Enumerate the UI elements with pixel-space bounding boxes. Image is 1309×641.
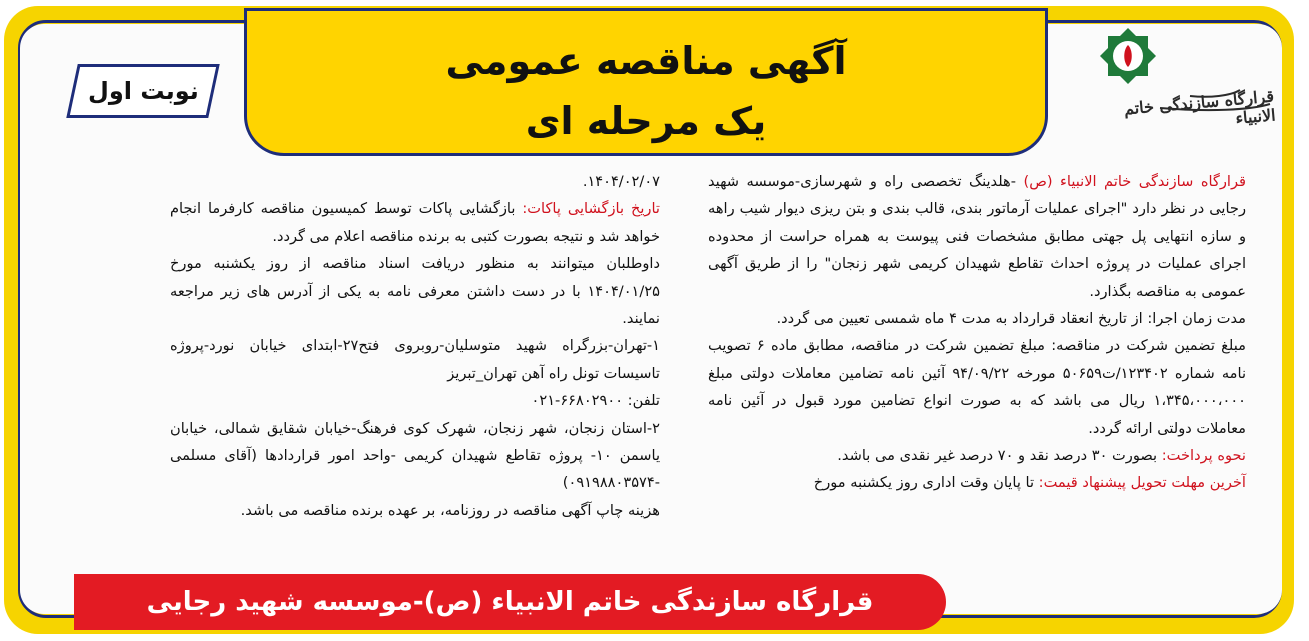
paragraph-text: -هلدینگ تخصصی راه و شهرسازی-موسسه شهید رجایی در نظر دارد "اجرای عملیات آرماتور بندی، قالب بندی و بتن ریزی دیوار شیب راهه و سازه انتهایی پل جهتی مطابق مشخصات فنی پیوست به همراه حراست از محدوده اجرای عملیات در پروژه احداث تقاطع شهیدان کریمی شهر زنجان" را از طریق آگهی عمومی به مناقصه بگذارد. — [708, 173, 1246, 300]
paragraph — [170, 387, 660, 414]
paragraph-text: تلفن: ۶۶۸۰۲۹۰۰-۰۲۱ — [531, 392, 660, 410]
paragraph — [708, 168, 1246, 305]
paragraph-text: بازگشایی پاکات توسط کمیسیون مناقصه کارفرما انجام خواهد شد و نتیجه بصورت کتبی به برنده مناقصه اعلام می گردد. — [170, 200, 660, 245]
paragraph — [170, 497, 660, 524]
paragraph — [708, 332, 1246, 442]
paragraph — [170, 332, 660, 387]
title-banner — [244, 8, 1048, 156]
organization-logo — [1090, 26, 1280, 146]
footer-banner — [74, 574, 946, 630]
paragraph — [708, 305, 1246, 332]
right-column — [708, 168, 1246, 497]
paragraph-text: هزینه چاپ آگهی مناقصه در روزنامه، بر عهده برنده مناقصه می باشد. — [240, 501, 660, 519]
left-column — [170, 168, 660, 524]
edition-badge — [66, 64, 219, 118]
edition-badge-label: نوبت اول — [87, 77, 199, 105]
paragraph-text: داوطلبان میتوانند به منظور دریافت اسناد مناقصه از روز یکشنبه مورخ ۱۴۰۴/۰۱/۲۵ با در دست داشتن معرفی نامه به یکی از آدرس های زیر مراجعه نمایند. — [170, 255, 660, 328]
paragraph — [708, 442, 1246, 469]
paragraph-lead: آخرین مهلت تحویل پیشنهاد قیمت: — [1038, 474, 1246, 492]
paragraph-text: ۲-استان زنجان، شهر زنجان، شهرک کوی فرهنگ-خیابان شقایق شمالی، خیابان یاسمن ۱۰- پروژه تقاطع شهیدان کریمی -واحد امور قراردادها (آقای مسلمی -۰۹۱۹۸۸۰۳۵۷۴) — [170, 419, 661, 492]
body-columns — [170, 168, 1246, 568]
paragraph — [170, 195, 660, 250]
paragraph-text: مدت زمان اجرا: از تاریخ انعقاد قرارداد به مدت ۴ ماه شمسی تعیین می گردد. — [776, 310, 1246, 328]
paragraph-text: ۱-تهران-بزرگراه شهید متوسلیان-روبروی فتح۲۷-ابتدای خیابان نورد-پروژه تاسیسات تونل راه آهن تهران_تبریز — [170, 337, 660, 382]
page-title: آگهی مناقصه عمومی — [445, 39, 847, 83]
logo-text: قرارگاه سازندگی خاتم الانبیاء — [1123, 86, 1277, 128]
paragraph-text: بصورت ۳۰ درصد نقد و ۷۰ درصد غیر نقدی می باشد. — [837, 447, 1162, 465]
footer-text: قرارگاه سازندگی خاتم الانبیاء (ص)-موسسه شهید رجایی — [146, 587, 874, 617]
paragraph-lead: نحوه پرداخت: — [1161, 447, 1246, 465]
paragraph — [708, 469, 1246, 496]
paragraph — [170, 415, 660, 497]
paragraph-text: مبلغ تضمین شرکت در مناقصه: مبلغ تضمین شرکت در مناقصه، مطابق ماده ۶ تصویب نامه شماره ۱۲۳۴۰۲/ت۵۰۶۵۹ مورخه ۹۴/۰۹/۲۲ آئین نامه تضامین معاملات دولتی مبلغ ۱،۳۴۵،۰۰۰،۰۰۰ ریال می باشد که به صورت انواع تضامین مورد قبول در آئین نامه معاملات دولتی ارائه گردد. — [708, 337, 1247, 437]
paragraph-lead: قرارگاه سازندگی خاتم الانبیاء (ص) — [1023, 173, 1246, 190]
paragraph-text: ۱۴۰۴/۰۲/۰۷. — [582, 173, 660, 190]
paragraph — [170, 250, 660, 332]
paragraph-text: تا پایان وقت اداری روز یکشنبه مورخ — [813, 474, 1039, 492]
paragraph-lead: تاریخ بازگشایی پاکات: — [522, 200, 660, 218]
paragraph — [170, 168, 660, 195]
page-subtitle: یک مرحله ای — [525, 99, 767, 143]
